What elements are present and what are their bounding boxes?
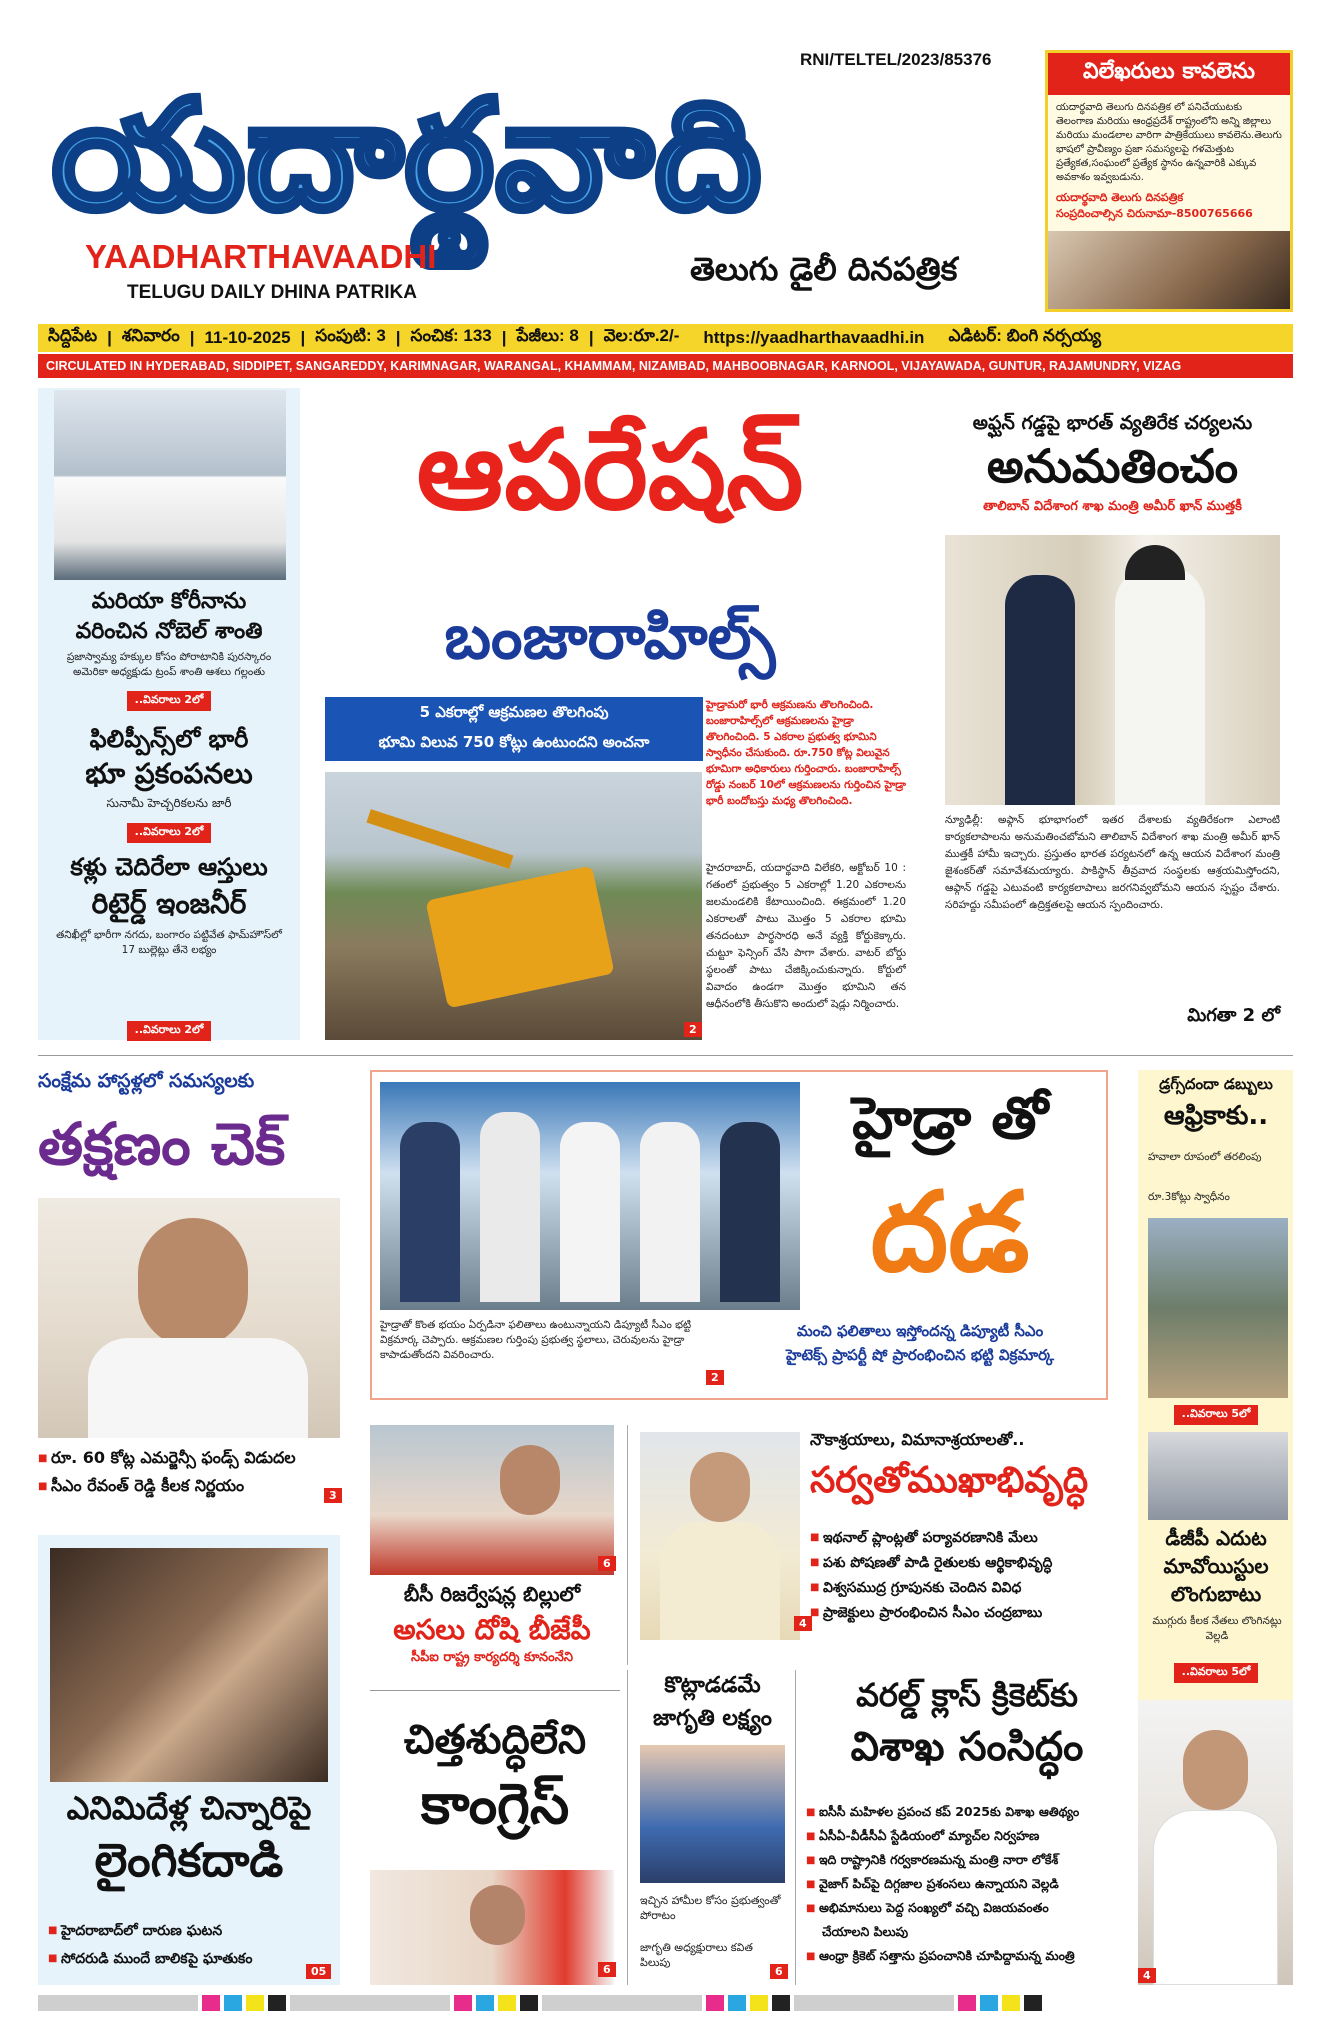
naidu-bullet-3: ■ విశ్వసముద్ర గ్రూపునకు చెందిన వివిధ	[810, 1575, 1021, 1601]
kavitha-bullet-1: ఇచ్చిన హామీల కోసం ప్రభుత్వంతో పోరాటం	[640, 1894, 781, 1922]
lead-photo-jcb	[325, 772, 702, 1040]
cricket-bullet-6: ■ ఆంధ్రా క్రికెట్ సత్తాను ప్రపంచానికి చూపిద్దామన్న మంత్రి	[806, 1944, 1075, 1969]
lead-headline-2: బంజారాహిల్స్	[444, 600, 776, 673]
story1-more-link[interactable]: ..వివరాలు 2లో	[127, 691, 212, 711]
kavitha-page-badge: 6	[770, 1964, 788, 1979]
story2-summary: సునామీ హెచ్చరికలను జారీ	[106, 796, 232, 810]
chandrababu-photo	[640, 1432, 800, 1640]
dgp-headline-2: మావోయిస్టుల	[1163, 1554, 1269, 1578]
kavitha-headline-2: జాగృతి లక్ష్యం	[653, 1706, 772, 1731]
reporters-wanted-ad	[1045, 50, 1293, 312]
bc-page-badge: 6	[598, 1556, 616, 1571]
kavitha-headline-1: కొట్లాడడమే	[664, 1673, 761, 1698]
child-assault-photo	[50, 1548, 328, 1782]
lead-subhead-2: భూమి విలువ 750 కోట్లు ఉంటుందని అంచనా	[378, 733, 650, 751]
naidu-bullet-1: ■ ఇథనాల్ ప్లాంట్లతో పర్యావరణానికి మేలు	[810, 1525, 1038, 1551]
drugs-more-link[interactable]: ..వివరాలు 5లో	[1174, 1405, 1259, 1425]
drugs-seizure-photo	[1148, 1218, 1288, 1398]
date: 11-10-2025	[204, 328, 291, 347]
day: శనివారం	[121, 326, 180, 345]
revanth-photo	[38, 1198, 340, 1438]
assault-headline-2: లైంగికదాడి	[94, 1833, 284, 1887]
telugu-subtitle: తెలుగు డైలీ దినపత్రిక	[690, 250, 958, 288]
english-subtitle: TELUGU DAILY DHINA PATRIKA	[127, 282, 417, 303]
hydra-caption: హైడ్రాతో కొంత భయం ఏర్పడినా ఫలితాలు ఉంటున్నాయని డిప్యూటీ సీఎం భట్టి విక్రమార్క చెప్పారు. ఆక్రమణల గుర్తింపు ప్రభుత్వ స్థలాలు, చెరువులను హైడ్రా కాపాడుతోందని వివరించారు.	[380, 1319, 692, 1361]
volume: సంపుటి: 3	[315, 326, 386, 345]
dgp-headline-3: లొంగుబాటు	[1170, 1582, 1262, 1606]
hydra-deck-1: మంచి ఫలితాలు ఇస్తోందన్న డిప్యూటీ సీఎం	[796, 1322, 1044, 1340]
ad-signature: యదార్థవాది తెలుగు దినపత్రిక	[1056, 191, 1184, 204]
printer-color-bar	[38, 1995, 1293, 2011]
naidu-headline: సర్వతోముఖాభివృద్ధి	[810, 1460, 1089, 1501]
welfare-kicker: సంక్షేమ హాస్టళ్లలో సమస్యలకు	[38, 1070, 255, 1092]
congress-headline-2: కాంగ్రెస్	[420, 1772, 570, 1837]
left-column-briefs	[38, 388, 300, 1040]
ad-photo	[1048, 231, 1290, 309]
naidu-kicker: నౌకాశ్రయాలు, విమానాశ్రయాలతో..	[810, 1430, 1025, 1449]
dgp-summary: ముగ్గురు కీలక నేతలు లొంగినట్లు వెల్లడి	[1152, 1615, 1282, 1642]
cricket-bullet-5b: చేయాలని పిలుపు	[822, 1924, 909, 1939]
cricket-headline-1: వరల్డ్ క్లాస్ క్రికెట్‌కు	[856, 1676, 1078, 1714]
lead-subhead-1: 5 ఎకరాల్లో ఆక్రమణల తొలగింపు	[419, 703, 609, 721]
story2-headline-2: భూ ప్రకంపనలు	[85, 757, 253, 790]
afghan-story	[935, 412, 1290, 516]
cricket-bullet-1: ■ ఐసీసీ మహిళల ప్రపంచ కప్ 2025కు విశాఖ ఆతిథ్యం	[806, 1800, 1079, 1825]
circulation-bar: CIRCULATED IN HYDERABAD, SIDDIPET, SANGAREDDY, KARIMNAGAR, WARANGAL, KHAMMAM, NIZAMBAD, MAHBOOBNAGAR, KARNOOL, VIJAYAWADA, GUNTUR, RAJAMUNDRY, VIZAG	[38, 354, 1293, 378]
lokesh-photo	[1138, 1700, 1293, 1985]
hydra-deck-2: హైటెక్స్ ప్రాపర్టీ షో ప్రారంభించిన భట్టి విక్రమార్క	[785, 1346, 1055, 1364]
story3-headline-2: రిటైర్డ్ ఇంజనీర్	[91, 887, 247, 920]
lead-body: హైదరాబాద్, యదార్థవాది విలేకరి, అక్టోబర్ 10 : గతంలో ప్రభుత్వం 5 ఎకరాల్లో 1.20 ఎకరాలను జలమండలికి కేటాయించింది. ఈక్రమంలో 1.20 ఎకరాలతో పాటు మొత్తం 5 ఎకరాల భూమి తనదంటూ పార్థసారధి అనే వ్యక్తి కోర్టుకెక్కారు. చుట్టూ ఫెన్సింగ్ వేసి పాగా వేశారు. వాటర్ బోర్డు స్థలంతో పాటు చేజిక్కించుకున్నారు. కోర్టులో వివాదం ఉండగా మొత్తం భూమిని తన ఆధీనంలోకి తీసుకొని అందులో షెడ్లు నిర్మించారు.	[706, 862, 906, 1010]
story1-summary: ప్రజాస్వామ్య హక్కుల కోసం పోరాటానికి పురస్కారం అమెరికా అధ్యక్షుడు ట్రంప్ శాంతి ఆశలు గల్లంతు	[66, 651, 272, 678]
issue: సంచిక: 133	[410, 326, 492, 345]
hydra-page-badge: 2	[706, 1370, 724, 1385]
afghan-kicker: అఫ్ఘన్ గడ్డపై భారత్ వ్యతిరేక చర్యలను	[972, 412, 1253, 434]
cricket-bullet-3: ■ ఇది రాష్ట్రానికి గర్వకారణమన్న మంత్రి నారా లోకేశ్	[806, 1848, 1058, 1873]
story1-headline-1: మరియా కోరీనాను	[91, 589, 247, 614]
price: వెల:రూ.2/-	[603, 326, 680, 345]
naidu-bullet-3b: ■ ప్రాజెక్టులు ప్రారంభించిన సీఎం చంద్రబాబు	[810, 1600, 1042, 1626]
assault-page-badge: 05	[306, 1964, 331, 1979]
lead-page-badge: 2	[684, 1022, 702, 1037]
drugs-headline: ఆఫ్రికాకు..	[1163, 1101, 1269, 1131]
ad-body: యదార్థవాది తెలుగు దినపత్రిక లో పనిచేయుటకు తెలంగాణ మరియు ఆంధ్రప్రదేశ్ రాష్ట్రంలోని అన్ని జిల్లాలు మరియు మండలాల వారిగా పాత్రికేయులు కావలెను.తెలుగు భాషలో ప్రావీణ్యం ప్రజా సమస్యలపై గళమెత్తుట ప్రత్యేకత,సంఘంలో ప్రత్యేక స్థానం ఉన్నవారికి ఎక్కువ అవకాశం ఇవ్వబడును.	[1056, 102, 1282, 183]
congress-page-badge: 6	[598, 1962, 616, 1977]
cricket-bullet-2: ■ ఏసీఏ-వీడీసీఏ స్టేడియంలో మ్యాచ్‌ల నిర్వహణ	[806, 1824, 1039, 1849]
afghan-headline: అనుమతించం	[986, 438, 1239, 493]
drugs-kicker: డ్రగ్స్‌దందా డబ్బులు	[1159, 1075, 1273, 1093]
lead-headline-1: ఆపరేషన్	[416, 406, 804, 534]
naidu-page-badge: 4	[794, 1616, 812, 1631]
editor: ఎడిటర్: బింగి నర్సయ్య	[948, 326, 1102, 345]
cricket-headline-2: విశాఖ సంసిద్ధం	[850, 1724, 1084, 1770]
afghan-more[interactable]: మిగతా 2 లో	[1187, 1005, 1280, 1026]
website-link[interactable]: https://yaadharthavaadhi.in	[703, 328, 925, 347]
hydra-headline-2: దడ	[870, 1168, 1030, 1296]
hydra-headline-1: హైడ్రా తో	[852, 1084, 1048, 1152]
story3-more-link[interactable]: ..వివరాలు 2లో	[127, 1021, 212, 1041]
congress-headline-1: చిత్తశుద్ధిలేని	[403, 1717, 587, 1763]
assault-headline-1: ఎనిమిదేళ్ల చిన్నారిపై	[66, 1789, 312, 1827]
drugs-bullet-1: హవాలా రూపంలో తరలింపు	[1148, 1151, 1262, 1163]
story3-headline-1: కళ్లు చెదిరేలా ఆస్తులు	[70, 853, 268, 881]
dgp-surrender-photo	[1148, 1432, 1288, 1520]
lead-subhead-box	[325, 697, 703, 761]
pages: పేజీలు: 8	[516, 326, 579, 345]
rni-number: RNI/TELTEL/2023/85376	[800, 50, 992, 69]
welfare-headline: తక్షణం చెక్	[38, 1110, 286, 1178]
ad-title: విలేఖరులు కావలెను	[1048, 53, 1290, 95]
cricket-page-badge: 4	[1138, 1968, 1156, 1983]
kunamneni-photo	[370, 1425, 614, 1575]
story2-more-link[interactable]: ..వివరాలు 2లో	[127, 823, 212, 843]
kavitha-bullet-2: జాగృతి అధ్యక్షురాలు కవిత పిలుపు	[640, 1941, 753, 1969]
bc-sub: సీపీఐ రాష్ట్ర కార్యదర్శి కూనంనేని	[410, 1650, 574, 1665]
afghan-subhead: తాలిబాన్ విదేశాంగ శాఖ మంత్రి అమీర్ ఖాన్ ముత్తకీ	[983, 499, 1242, 515]
place: సిద్దిపేట	[48, 326, 98, 345]
naidu-bullet-2: ■ పశు పోషణతో పాడి రైతులకు ఆర్థికాభివృద్ధి	[810, 1550, 1052, 1576]
kavitha-photo	[640, 1745, 785, 1883]
welfare-bullet-1: ■ రూ. 60 కోట్ల ఎమర్జెన్సీ ఫండ్స్ విడుదల	[38, 1445, 296, 1472]
cricket-bullet-5: ■ అభిమానులు పెద్ద సంఖ్యలో వచ్చి విజయవంతం	[806, 1896, 1049, 1921]
issue-info-bar: సిద్దిపేట | శనివారం | 11-10-2025 | సంపుటి: 3 | సంచిక: 133 | పేజీలు: 8 | వెల:రూ.2/- https://yaadharthavaadhi.in ఎడిటర్: బింగి నర్సయ్య	[38, 324, 1293, 352]
hydra-property-show-photo	[380, 1082, 800, 1310]
story3-summary: తనిఖీల్లో భారీగా నగదు, బంగారం పట్టివేత ఫామ్‌హౌస్‌లో 17 బుల్లెట్లు తేనె లభ్యం	[56, 929, 282, 956]
bc-headline-1: బీసీ రిజర్వేషన్ల బిల్లులో	[403, 1582, 581, 1606]
jaishankar-muttaqi-photo	[945, 535, 1280, 805]
story2-headline-1: ఫిలిప్పీన్స్‌లో భారీ	[89, 725, 249, 753]
english-title: YAADHARTHAVAADHI	[85, 238, 437, 275]
bc-headline-2: అసలు దోషి బీజేపీ	[393, 1613, 591, 1646]
afghan-body: న్యూఢిల్లీ: అఫ్గాన్ భూభాగంలో ఇతర దేశాలకు వ్యతిరేకంగా ఎలాంటి కార్యకలాపాలను అనుమతించబోమని తాలిబాన్ విదేశాంగ శాఖ మంత్రి అమీర్ ఖాన్ ముత్తకీ హామీ ఇచ్చారు. ప్రస్తుతం భారత పర్యటనలో ఉన్న ఆయన విదేశాంగ మంత్రి జైశంకర్‌తో సమావేశమయ్యారు. పాకిస్థాన్ తీవ్రవాద సంస్థలకు ఆశ్రయమిస్తోందని, ఆఫ్గాన్ గడ్డపై ఎటువంటి కార్యకలాపాలు జరగనివ్వబోమని ఆయన స్పష్టం చేశారు. సరిహద్దు సమీపంలో ఉద్రిక్తతలపై ఆయన స్పందించారు.	[945, 814, 1280, 911]
assault-bullet-1: ■ హైదరాబాద్‌లో దారుణ ఘటన	[48, 1918, 222, 1944]
cricket-bullet-4: ■ వైజాగ్ పిచ్‌పై దిగ్గజాల ప్రశంసలు ఉన్నాయని వెల్లడి	[806, 1872, 1059, 1897]
dgp-headline-1: డీజీపీ ఎదుట	[1165, 1526, 1267, 1550]
ad-contact: సంప్రదించాల్సిన చిరునామా-8500765666	[1056, 207, 1253, 220]
masthead-logo: యదార్థవాది	[52, 67, 763, 243]
lead-red-summary: హైడ్రామరో భారీ ఆక్రమణను తొలగించింది. బంజారాహిల్స్‌లో ఆక్రమణలను హైడ్రా తొలగించింది. 5 ఎకరాల ప్రభుత్వ భూమిని స్వాధీనం చేసుకుంది. రూ.750 కోట్ల విలువైన భూమిగా అధికారులు గుర్తించారు. బంజారాహిల్స్ రోడ్డు నంబర్ 10లో ఆక్రమణలను గుర్తించిన హైడ్రా భారీ బందోబస్తు మధ్య తొలగించింది.	[706, 699, 907, 807]
dgp-more-link[interactable]: ..వివరాలు 5లో	[1174, 1663, 1259, 1683]
welfare-bullet-2: ■ సీఎం రేవంత్ రెడ్డి కీలక నిర్ణయం	[38, 1473, 244, 1500]
assault-bullet-2: ■ సోదరుడి ముందే బాలికపై ఘాతుకం	[48, 1946, 252, 1972]
etela-rajender-photo	[370, 1870, 614, 1985]
welfare-page-badge: 3	[324, 1488, 342, 1503]
nobel-photo	[54, 390, 286, 580]
story1-headline-2: వరించిన నోబెల్ శాంతి	[75, 619, 263, 644]
drugs-bullet-2: రూ.3కోట్లు స్వాధీనం	[1148, 1191, 1230, 1203]
